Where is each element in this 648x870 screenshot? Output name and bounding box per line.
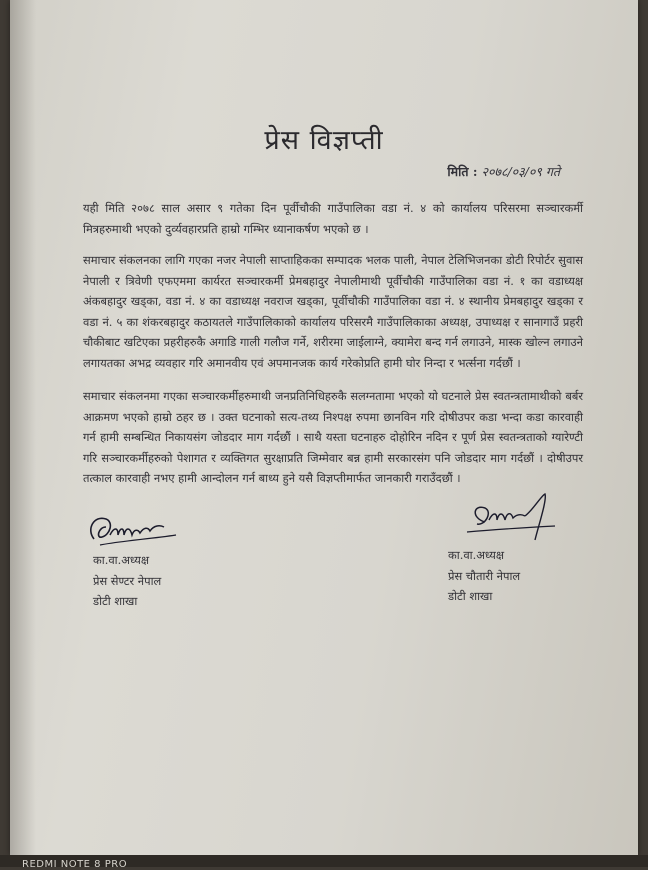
signatory-right xyxy=(448,545,520,607)
date-value: २०७८/०३/०९ गते xyxy=(481,164,560,179)
paragraph-intro: यही मिति २०७८ साल असार ९ गतेका दिन पूर्वीचौकी गाउँपालिका वडा नं. ४ को कार्यालय परिसरमा सञ्चारकर्मी मित्रहरुमाथी भएको दुर्व्यवहारप्रति हाम्रो गम्भिर ध्यानाकर्षण भएको छ । xyxy=(83,201,583,236)
document-date xyxy=(447,163,560,180)
signatory-branch: डोटी शाखा xyxy=(448,589,493,603)
signatory-org: प्रेस चौतारी नेपाल xyxy=(448,568,521,583)
paragraph-demand: समाचार संकलनमा गएका सञ्चारकर्मीहरुमाथी जनप्रतिनिधिहरुकै सलग्नतामा भएको यो घटनाले प्रेस स्वतन्त्रतामाथीको बर्बर आक्रमण भएको हाम्रो ठहर छ । उक्त घटनाको सत्य-तथ्य निश्पक्ष रुपमा छानविन गरि दोषीउपर कडा भन्दा कडा कारवाही गर्न हामी सम्बन्धित निकायसंग जोडदार माग गर्दछौं । साथै यस्ता घटनाहरु दोहोरिन नदिन र पूर्ण प्रेस स्वतन्त्रताको ग्यारेण्टी गरि सञ्चारकर्मीहरुको पेशागत र व्यक्तिगत सुरक्षाप्रति जिम्मेवार बन्न हामी सरकारसंग पनि जोडदार माग गर्दछौं । दोषीउपर तत्काल कारवाही नभए हामी आन्दोलन गर्न बाध्य हुने यसै विज्ञप्तीमार्फत जानकारी गराउँदछौं । xyxy=(83,389,583,485)
date-label: मिति : xyxy=(447,164,478,179)
document-title: प्रेस विज्ञप्ती xyxy=(264,125,384,156)
paper-sheet xyxy=(10,0,638,855)
signatory-role: का.वा.अध्यक्ष xyxy=(448,548,504,562)
signatory-org: प्रेस सेण्टर नेपाल xyxy=(93,573,162,588)
signatory-branch: डोटी शाखा xyxy=(93,594,138,608)
paragraph-incident: समाचार संकलनका लागि गएका नजर नेपाली साप्ताहिकका सम्पादक भलक पाली, नेपाल टेलिभिजनका डोटी रिपोर्टर सुवास नेपाली र त्रिवेणी एफएममा कार्यरत सञ्चारकर्मी प्रेमबहादुर नेपालीमाथी पूर्वीचौकी गाउँपालिका वडा नं. १ का वडाध्यक्ष अंकबहादुर खड्का, वडा नं. ४ का वडाध्यक्ष नवराज खड्का, पूर्वीचौकी गाउँपालिका वडा नं. ४ स्थानीय प्रेमबहादुर खड्का र वडा नं. ५ का शंकरबहादुर कठायतले गाउँपालिकाको कार्यालय परिसरमै गाउँपालिकाका अध्यक्ष, उपाध्यक्ष र सानागाउँ प्रहरी चौकीबाट खटिएका प्रहरीहरुकै अगाडि गाली गलौज गर्ने, शरीरमा जाईलाग्ने, क्यामेरा बन्द गर्न लगाउने, मास्क खोल्न लगाउने लगायतका अभद्र व्यवहार गरि अमानवीय एवं अपमानजक कार्य गरेकोप्रति हामी घोर निन्दा र भर्त्सना गर्दछौं । xyxy=(83,253,583,370)
signatory-role: का.वा.अध्यक्ष xyxy=(93,553,149,567)
signatory-left xyxy=(93,550,161,612)
camera-watermark: REDMI NOTE 8 PRO xyxy=(22,859,128,870)
signature-right xyxy=(455,490,565,550)
